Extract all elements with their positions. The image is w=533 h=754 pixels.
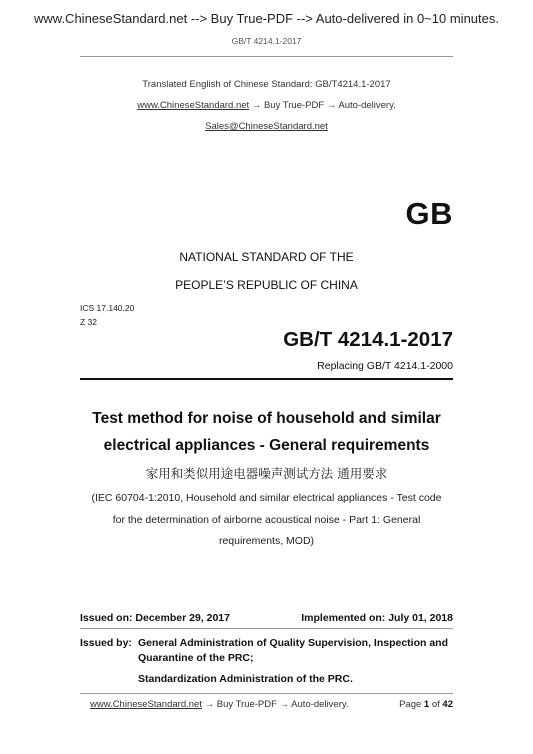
footer-purchase-line xyxy=(90,699,349,710)
national-standard-line2: PEOPLE’S REPUBLIC OF CHINA xyxy=(175,278,358,292)
email-link[interactable]: Sales@ChineseStandard.net xyxy=(205,121,328,132)
iec-reference-line2: for the determination of airborne acoustical noise - Part 1: General xyxy=(112,514,421,526)
ics-code: ICS 17.140.20 xyxy=(80,303,135,313)
site-link[interactable]: www.ChineseStandard.net xyxy=(137,100,250,111)
email-line xyxy=(0,121,533,132)
issued-by-label: Issued by: xyxy=(80,637,132,649)
footer-divider xyxy=(80,693,453,694)
footer-site-link[interactable]: www.ChineseStandard.net xyxy=(90,699,202,710)
translation-line: Translated English of Chinese Standard: GB/T4214.1-2017 xyxy=(142,79,391,90)
iec-reference-line3: requirements, MOD) xyxy=(218,535,315,547)
purchase-text: → Buy True-PDF → Auto-delivery. xyxy=(251,100,396,111)
ccs-code: Z 32 xyxy=(80,317,98,327)
page-label: Page xyxy=(399,699,422,710)
implemented-on-date: Implemented on: July 01, 2018 xyxy=(301,612,453,624)
issued-by-authority-2: Quarantine of the PRC; xyxy=(138,652,254,664)
running-header-standard: GB/T 4214.1-2017 xyxy=(231,36,302,46)
top-banner: www.ChineseStandard.net --> Buy True-PDF --> Auto-delivered in 0~10 minutes. xyxy=(34,11,499,26)
replacing-note: Replacing GB/T 4214.1-2000 xyxy=(317,360,453,372)
page-number: 1 xyxy=(423,699,430,710)
page-indicator xyxy=(399,699,453,710)
dates-divider xyxy=(80,628,453,629)
page-total: 42 xyxy=(442,699,453,710)
of-label: of xyxy=(431,699,440,710)
title-line2: electrical appliances - General requirements xyxy=(103,437,430,454)
footer-purchase-text: → Buy True-PDF → Auto-delivery. xyxy=(204,699,349,710)
national-standard-line1: NATIONAL STANDARD OF THE xyxy=(179,250,354,264)
header-divider xyxy=(80,56,453,57)
issued-on-date: Issued on: December 29, 2017 xyxy=(80,612,230,624)
issued-by-authority-3: Standardization Administration of the PRC. xyxy=(138,673,353,685)
purchase-line xyxy=(0,100,533,111)
title-divider xyxy=(80,378,453,380)
title-line1: Test method for noise of household and similar xyxy=(92,410,441,427)
gb-logo: GB xyxy=(405,196,453,231)
title-chinese: 家用和类似用途电器噪声测试方法 通用要求 xyxy=(145,466,388,481)
issued-by-authority-1: General Administration of Quality Supervision, Inspection and xyxy=(138,637,448,649)
iec-reference-line1: (IEC 60704-1:2010, Household and similar electrical appliances - Test code xyxy=(91,492,442,504)
standard-number: GB/T 4214.1-2017 xyxy=(283,328,453,351)
